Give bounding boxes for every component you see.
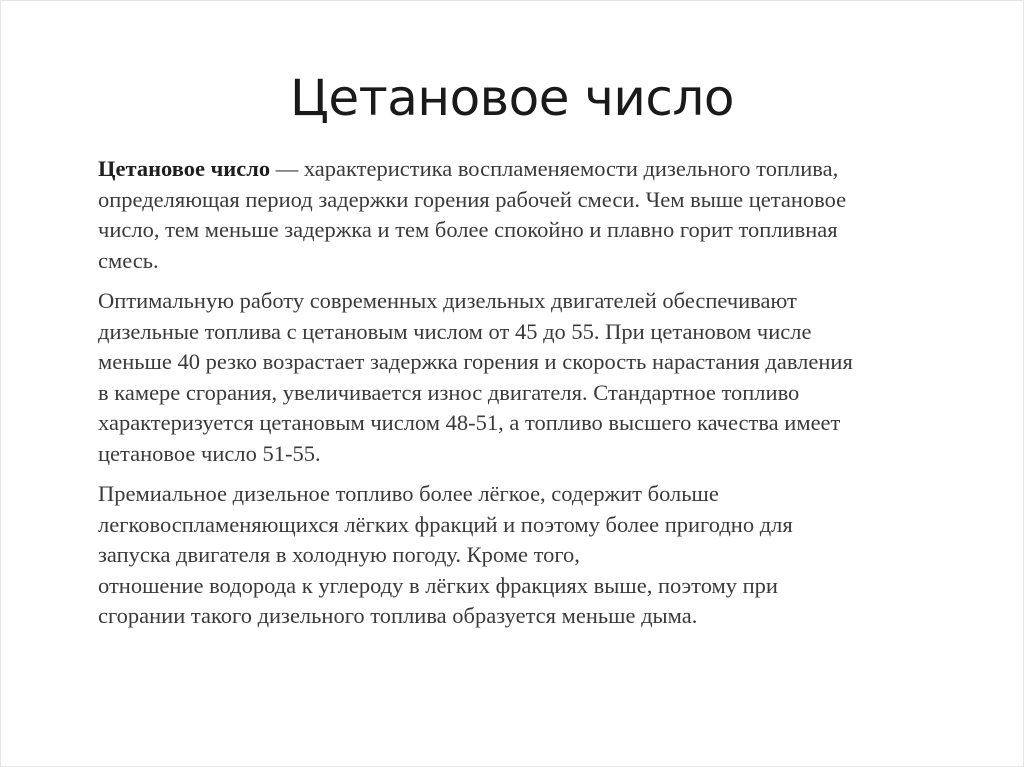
text-line <box>98 154 972 185</box>
text-line: запуска двигателя в холодную погоду. Кроме того, <box>98 542 580 567</box>
text-line: характеризуется цетановым числом 48-51, а топливо высшего качества имеет <box>98 410 841 435</box>
text-line: Оптимальную работу современных дизельных двигателей обеспечивают <box>98 288 797 313</box>
paragraph-definition <box>98 154 972 276</box>
paragraph-optimal-range <box>98 286 972 469</box>
text-line: Премиальное дизельное топливо более лёгкое, содержит больше <box>98 481 719 506</box>
text-line: меньше 40 резко возрастает задержка горения и скорость нарастания давления <box>98 349 853 374</box>
text-line: цетановое число 51-55. <box>98 440 321 466</box>
text-line: отношение водорода к углероду в лёгких фракциях выше, поэтому при <box>98 572 778 598</box>
text-line: в камере сгорания, увеличивается износ двигателя. Стандартное топливо <box>98 379 800 405</box>
slide-title: Цетановое число <box>290 69 734 127</box>
text-fragment: — характеристика воспламеняемости дизельного топлива, <box>270 156 839 181</box>
defined-term: Цетановое число <box>98 156 271 181</box>
text-line: сгорании такого дизельного топлива образуется меньше дыма. <box>98 603 698 628</box>
paragraph-premium-fuel <box>98 479 972 632</box>
text-line: число, тем меньше задержка и тем более спокойно и плавно горит топливная <box>98 217 838 242</box>
slide-body <box>98 154 972 642</box>
text-line: определяющая период задержки горения рабочей смеси. Чем выше цетановое <box>98 186 847 212</box>
text-line: дизельные топлива с цетановым числом от 45 до 55. При цетановом числе <box>98 318 812 344</box>
text-line: легковоспламеняющихся лёгких фракций и поэтому более пригодно для <box>98 511 793 537</box>
text-line: смесь. <box>98 247 159 273</box>
